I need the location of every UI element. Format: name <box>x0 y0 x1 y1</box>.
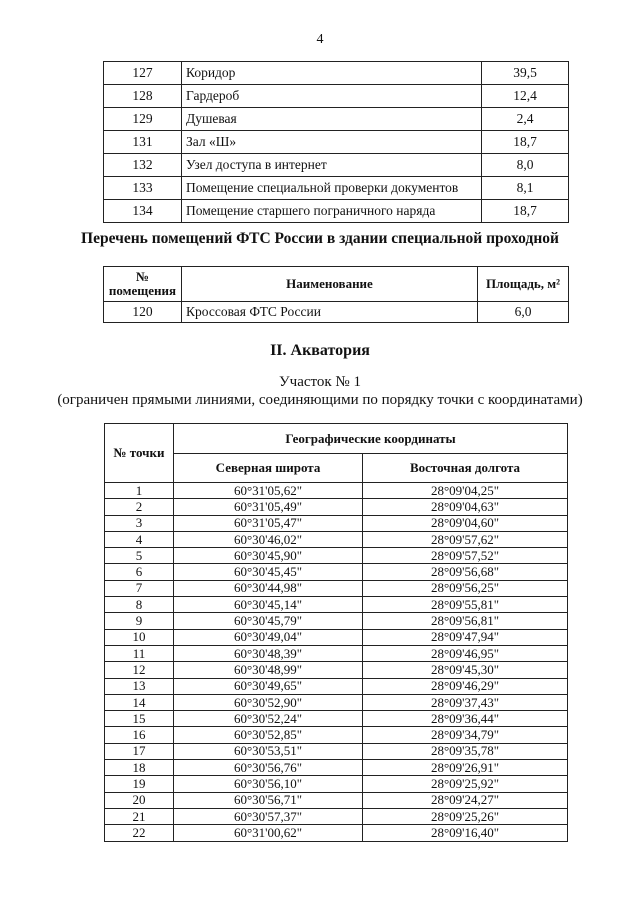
plot-title: Участок № 1 <box>279 374 361 390</box>
east-longitude: 28°09'55,81" <box>363 597 568 613</box>
east-longitude: 28°09'34,79" <box>363 727 568 743</box>
point-number: 20 <box>105 792 174 808</box>
room-area: 6,0 <box>478 302 569 323</box>
east-longitude: 28°09'24,27" <box>363 792 568 808</box>
point-number: 6 <box>105 564 174 580</box>
table-row <box>105 580 568 596</box>
table-row <box>105 808 568 824</box>
table-row <box>104 62 569 85</box>
room-area: 39,5 <box>482 62 569 85</box>
north-latitude: 60°30'53,51" <box>174 743 363 759</box>
column-header-longitude: Восточная долгота <box>363 454 568 483</box>
room-name: Помещение старшего пограничного наряда <box>182 200 482 223</box>
table-row <box>104 108 569 131</box>
point-number: 2 <box>105 499 174 515</box>
room-area: 18,7 <box>482 200 569 223</box>
table-row <box>105 760 568 776</box>
point-number: 7 <box>105 580 174 596</box>
room-name: Кроссовая ФТС России <box>182 302 478 323</box>
north-latitude: 60°31'05,47" <box>174 515 363 531</box>
table-row <box>105 776 568 792</box>
table-row <box>105 613 568 629</box>
room-name: Зал «Ш» <box>182 131 482 154</box>
table-row <box>104 177 569 200</box>
table-row <box>105 515 568 531</box>
table-row <box>105 743 568 759</box>
east-longitude: 28°09'35,78" <box>363 743 568 759</box>
column-header-area: Площадь, м² <box>478 267 569 302</box>
east-longitude: 28°09'36,44" <box>363 711 568 727</box>
point-number: 3 <box>105 515 174 531</box>
point-number: 10 <box>105 629 174 645</box>
point-number: 11 <box>105 645 174 661</box>
north-latitude: 60°30'52,85" <box>174 727 363 743</box>
table-row <box>105 711 568 727</box>
east-longitude: 28°09'45,30" <box>363 662 568 678</box>
point-number: 17 <box>105 743 174 759</box>
column-header-latitude: Северная широта <box>174 454 363 483</box>
point-number: 16 <box>105 727 174 743</box>
room-number: 129 <box>104 108 182 131</box>
room-number: 128 <box>104 85 182 108</box>
table-row <box>105 564 568 580</box>
table-row <box>105 499 568 515</box>
table-row <box>105 792 568 808</box>
north-latitude: 60°30'49,04" <box>174 629 363 645</box>
north-latitude: 60°30'45,45" <box>174 564 363 580</box>
point-number: 15 <box>105 711 174 727</box>
table-row <box>105 548 568 564</box>
room-name: Коридор <box>182 62 482 85</box>
north-latitude: 60°30'46,02" <box>174 531 363 547</box>
east-longitude: 28°09'56,81" <box>363 613 568 629</box>
room-name: Гардероб <box>182 85 482 108</box>
east-longitude: 28°09'25,92" <box>363 776 568 792</box>
fts-section-heading: Перечень помещений ФТС России в здании специальной проходной <box>81 230 559 247</box>
east-longitude: 28°09'56,68" <box>363 564 568 580</box>
point-number: 9 <box>105 613 174 629</box>
east-longitude: 28°09'46,95" <box>363 645 568 661</box>
east-longitude: 28°09'57,62" <box>363 531 568 547</box>
table-row <box>105 727 568 743</box>
table-row <box>104 200 569 223</box>
rooms-table <box>103 61 569 223</box>
table-row <box>105 597 568 613</box>
east-longitude: 28°09'57,52" <box>363 548 568 564</box>
east-longitude: 28°09'04,25" <box>363 483 568 499</box>
point-number: 4 <box>105 531 174 547</box>
room-area: 2,4 <box>482 108 569 131</box>
east-longitude: 28°09'25,26" <box>363 808 568 824</box>
column-header-name: Наименование <box>182 267 478 302</box>
page-number: 4 <box>316 32 324 47</box>
point-number: 12 <box>105 662 174 678</box>
north-latitude: 60°30'52,24" <box>174 711 363 727</box>
east-longitude: 28°09'56,25" <box>363 580 568 596</box>
column-header-room-number <box>104 267 182 302</box>
north-latitude: 60°30'56,10" <box>174 776 363 792</box>
table-row <box>105 678 568 694</box>
room-area: 8,1 <box>482 177 569 200</box>
room-area: 12,4 <box>482 85 569 108</box>
north-latitude: 60°30'52,90" <box>174 694 363 710</box>
north-latitude: 60°30'57,37" <box>174 808 363 824</box>
north-latitude: 60°31'00,62" <box>174 825 363 841</box>
room-number: 132 <box>104 154 182 177</box>
point-number: 13 <box>105 678 174 694</box>
north-latitude: 60°31'05,49" <box>174 499 363 515</box>
north-latitude: 60°30'44,98" <box>174 580 363 596</box>
table-row <box>105 645 568 661</box>
room-number: 131 <box>104 131 182 154</box>
fts-rooms-table <box>103 266 569 323</box>
point-number: 1 <box>105 483 174 499</box>
table-row <box>104 154 569 177</box>
north-latitude: 60°31'05,62" <box>174 483 363 499</box>
room-number: 127 <box>104 62 182 85</box>
room-area: 8,0 <box>482 154 569 177</box>
north-latitude: 60°30'56,71" <box>174 792 363 808</box>
point-number: 5 <box>105 548 174 564</box>
room-area: 18,7 <box>482 131 569 154</box>
point-number: 21 <box>105 808 174 824</box>
room-number: 120 <box>104 302 182 323</box>
plot-description: (ограничен прямыми линиями, соединяющими по порядку точки с координатами) <box>57 392 583 408</box>
east-longitude: 28°09'04,60" <box>363 515 568 531</box>
table-row <box>105 629 568 645</box>
north-latitude: 60°30'49,65" <box>174 678 363 694</box>
room-name: Душевая <box>182 108 482 131</box>
table-row <box>105 825 568 841</box>
east-longitude: 28°09'37,43" <box>363 694 568 710</box>
point-number: 19 <box>105 776 174 792</box>
room-number: 133 <box>104 177 182 200</box>
water-area-heading: II. Акватория <box>270 342 370 359</box>
east-longitude: 28°09'26,91" <box>363 760 568 776</box>
east-longitude: 28°09'16,40" <box>363 825 568 841</box>
room-name: Помещение специальной проверки документов <box>182 177 482 200</box>
coordinates-table <box>104 423 568 842</box>
east-longitude: 28°09'04,63" <box>363 499 568 515</box>
north-latitude: 60°30'45,14" <box>174 597 363 613</box>
room-name: Узел доступа в интернет <box>182 154 482 177</box>
table-row <box>104 131 569 154</box>
table-row <box>105 694 568 710</box>
north-latitude: 60°30'48,99" <box>174 662 363 678</box>
number-sign: № <box>135 269 150 284</box>
column-header-point-number: № точки <box>105 424 174 483</box>
table-row <box>105 662 568 678</box>
north-latitude: 60°30'45,90" <box>174 548 363 564</box>
point-number: 18 <box>105 760 174 776</box>
north-latitude: 60°30'56,76" <box>174 760 363 776</box>
column-header-geo-coordinates: Географические координаты <box>174 424 568 454</box>
point-number: 14 <box>105 694 174 710</box>
room-number: 134 <box>104 200 182 223</box>
point-number: 22 <box>105 825 174 841</box>
table-row <box>104 85 569 108</box>
room-label: помещения <box>108 283 177 298</box>
table-row <box>105 483 568 499</box>
table-row <box>104 302 569 323</box>
east-longitude: 28°09'47,94" <box>363 629 568 645</box>
north-latitude: 60°30'45,79" <box>174 613 363 629</box>
table-row <box>105 531 568 547</box>
east-longitude: 28°09'46,29" <box>363 678 568 694</box>
point-number: 8 <box>105 597 174 613</box>
north-latitude: 60°30'48,39" <box>174 645 363 661</box>
